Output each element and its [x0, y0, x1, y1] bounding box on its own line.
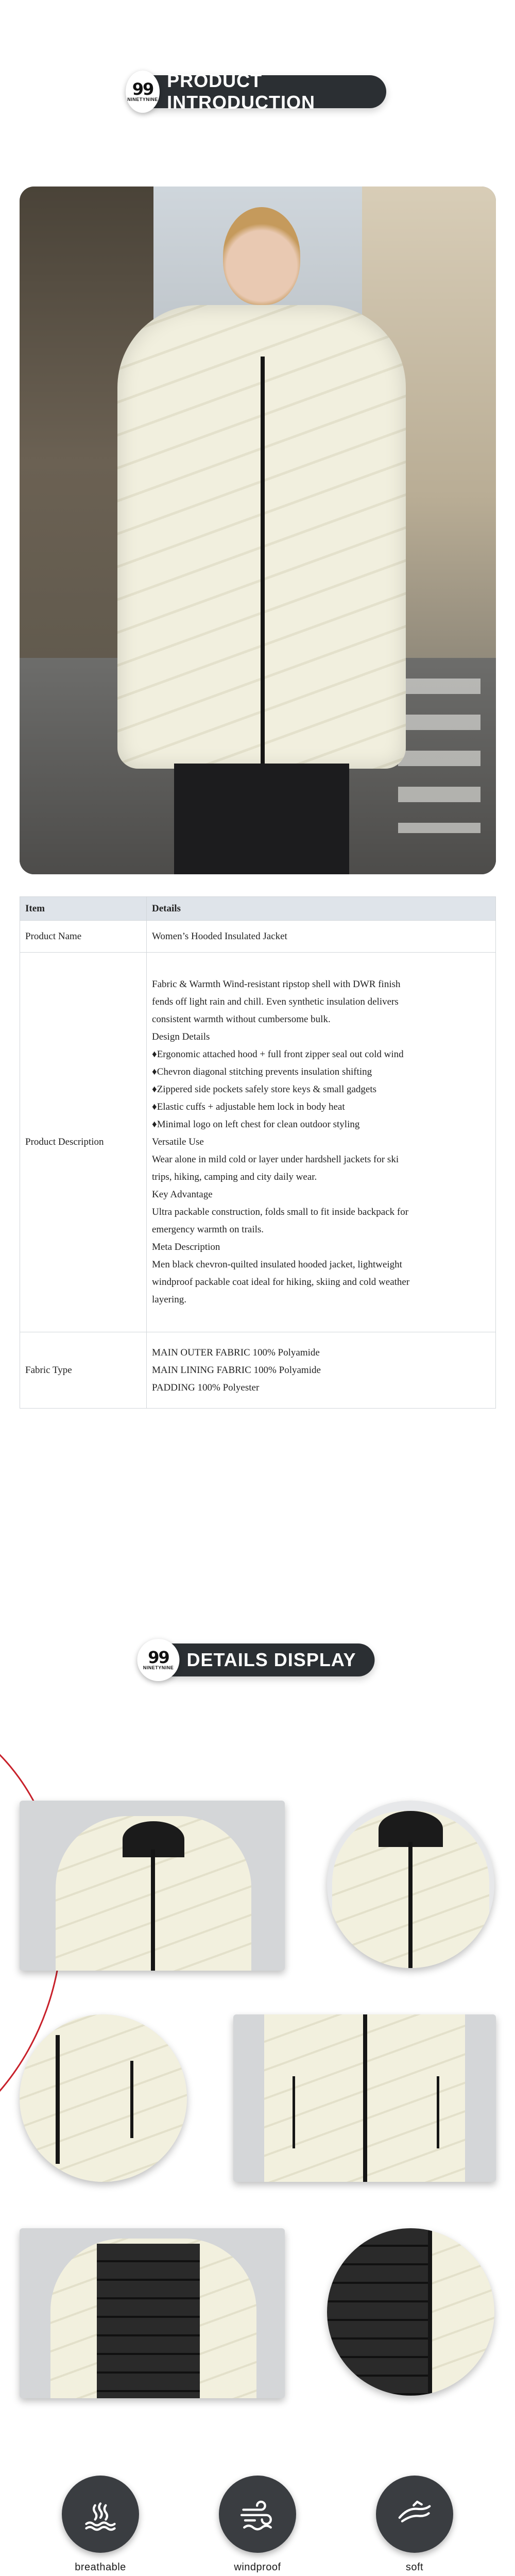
hero-crosswalk: [398, 679, 480, 833]
product-spec-table: [20, 896, 496, 1409]
detail-jacket: [20, 2014, 187, 2182]
fabric-line: MAIN LINING FABRIC 100% Polyamide: [152, 1364, 321, 1376]
feature-label: breathable: [75, 2562, 126, 2573]
desc-line: consistent warmth without cumbersome bulk.: [152, 1014, 331, 1025]
detail-lining: [327, 2228, 430, 2396]
hero-product-photo: [20, 187, 496, 874]
detail-zipper: [428, 2228, 432, 2396]
details-title: DETAILS DISPLAY: [186, 1649, 356, 1670]
desc-line: Fabric & Warmth Wind-resistant ripstop shell with DWR finish: [152, 979, 401, 990]
detail-zipper: [363, 2014, 367, 2182]
desc-line: Men black chevron-quilted insulated hooded jacket, lightweight: [152, 1259, 402, 1270]
desc-line: emergency warmth on trails.: [152, 1224, 264, 1235]
feature-windproof: [206, 2476, 309, 2573]
spec-label-product-name: Product Name: [20, 921, 147, 953]
detail-zipper: [151, 1850, 155, 1971]
detail-jacket: [430, 2228, 494, 2396]
feature-breathable: [49, 2476, 152, 2573]
spec-header-row: [20, 897, 496, 921]
hero-model-head: [223, 207, 300, 305]
soft-icon: [376, 2476, 453, 2553]
detail-lining: [97, 2244, 200, 2398]
detail-zipper: [408, 1842, 413, 1968]
detail-pocket-zip: [130, 2061, 133, 2138]
intro-header-pill: [127, 70, 386, 113]
hero-jacket-zipper: [261, 357, 265, 764]
desc-line: windproof packable coat ideal for hiking, skiing and cold weather: [152, 1277, 410, 1287]
desc-line: trips, hiking, camping and city daily wear.: [152, 1172, 317, 1182]
desc-line: ♦Elastic cuffs + adjustable hem lock in body heat: [152, 1101, 345, 1112]
spec-value-description: [147, 953, 496, 1332]
desc-line: ♦Zippered side pockets safely store keys & small gadgets: [152, 1084, 377, 1095]
desc-line: Ultra packable construction, folds small to fit inside backpack for: [152, 1207, 409, 1217]
feature-soft: [363, 2476, 466, 2573]
spec-value-fabric: [147, 1332, 496, 1409]
detail-photo-front-lower: [233, 2014, 496, 2182]
brand-logo: [126, 71, 160, 113]
breathable-icon: [62, 2476, 139, 2553]
hero-model-pants: [174, 764, 349, 874]
desc-line: Meta Description: [152, 1242, 220, 1252]
fabric-line: PADDING 100% Polyester: [152, 1382, 260, 1393]
spec-value-product-name: Women’s Hooded Insulated Jacket: [147, 921, 496, 953]
logo-text: NINETYNINE: [127, 97, 158, 102]
desc-line: ♦Chevron diagonal stitching prevents insulation shifting: [152, 1066, 372, 1077]
fabric-line: MAIN OUTER FABRIC 100% Polyamide: [152, 1347, 320, 1358]
feature-label: windproof: [234, 2562, 281, 2573]
desc-line: Design Details: [152, 1031, 210, 1042]
detail-pocket-zip: [437, 2076, 439, 2148]
desc-line: Wear alone in mild cold or layer under hardshell jackets for ski: [152, 1154, 399, 1165]
detail-photo-front-upper: [20, 1801, 285, 1971]
desc-line: fends off light rain and chill. Even synthetic insulation delivers: [152, 996, 399, 1007]
spec-row-fabric: [20, 1332, 496, 1409]
desc-line: ♦Minimal logo on left chest for clean outdoor styling: [152, 1119, 360, 1130]
spec-row-description: [20, 953, 496, 1332]
spec-label-description: Product Description: [20, 953, 147, 1332]
spec-header-details: Details: [147, 897, 496, 921]
spec-header-item: Item: [20, 897, 147, 921]
spec-label-fabric: Fabric Type: [20, 1332, 147, 1409]
feature-label: soft: [405, 2562, 424, 2573]
brand-logo-2: [137, 1639, 179, 1681]
intro-section-header: [127, 70, 386, 113]
detail-zipper: [56, 2035, 60, 2164]
logo-number: 99: [132, 79, 153, 99]
detail-photo-pocket-round: [20, 2014, 187, 2182]
intro-title: PRODUCT INTRODUCTION: [167, 70, 316, 113]
details-header-pill: [140, 1643, 374, 1676]
spec-row-product-name: [20, 921, 496, 953]
desc-line: Key Advantage: [152, 1189, 213, 1200]
windproof-icon: [219, 2476, 296, 2553]
desc-line: Versatile Use: [152, 1137, 204, 1147]
details-section-header: [140, 1641, 374, 1679]
detail-photo-inner-lining: [20, 2228, 285, 2398]
detail-photo-hood-round: [327, 1801, 494, 1968]
detail-photo-lining-round: [327, 2228, 494, 2396]
detail-pocket-zip: [293, 2076, 295, 2148]
logo-number: 99: [148, 1648, 169, 1667]
desc-line: ♦Ergonomic attached hood + full front zipper seal out cold wind: [152, 1049, 404, 1060]
logo-text: NINETYNINE: [143, 1665, 174, 1670]
desc-line: layering.: [152, 1294, 187, 1305]
